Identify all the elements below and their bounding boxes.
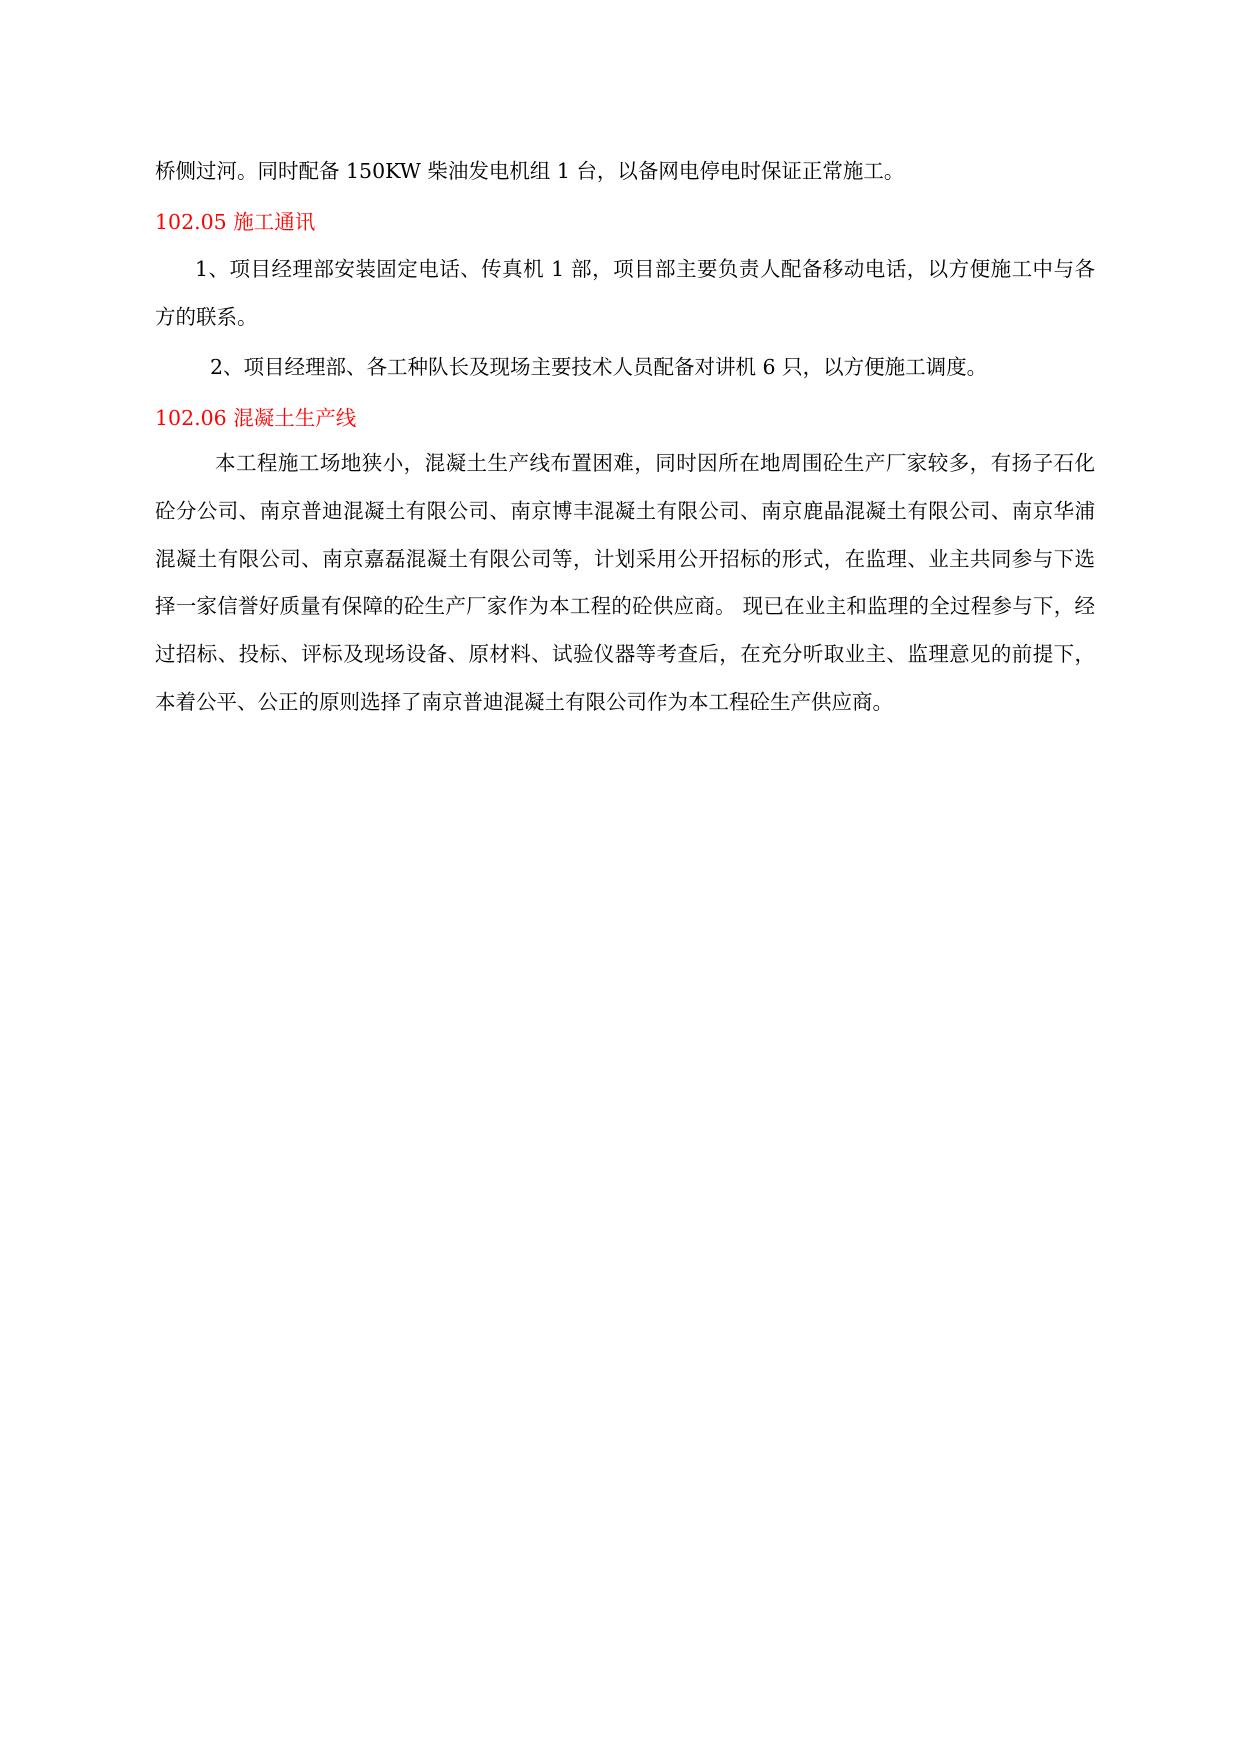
continuation-line: 桥侧过河。同时配备 150KW 柴油发电机组 1 台，以备网电停电时保证正常施工。 [155,159,905,183]
section-heading-10205: 102.05 施工通讯 [155,210,316,234]
section-10205-item-2: 2、项目经理部、各工种队长及现场主要技术人员配备对讲机 6 只，以方便施工调度。 [210,355,988,379]
section-10206-paragraph: 本工程施工场地狭小，混凝土生产线布置困难，同时因所在地周围砼生产厂家较多，有扬子石化砼分公司、南京普迪混凝土有限公司、南京博丰混凝土有限公司、南京鹿晶混凝土有限公司、南京华浦混凝土有限公司、南京嘉磊混凝土有限公司等，计划采用公开招标的形式，在监理、业主共同参与下选择一家信誉好质量有保障的砼生产厂家作为本工程的砼供应商。 现已在业主和监理的全过程参与下，经过招标、投标、评标及现场设备、原材料、试验仪器等考查后，在充分听取业主、监理意见的前提下，本着公平、公正的原则选择了南京普迪混凝土有限公司作为本工程砼生产供应商。 [155,451,1095,714]
section-heading-10206: 102.06 混凝土生产线 [155,406,357,430]
section-10205-item-1: 1、项目经理部安装固定电话、传真机 1 部，项目部主要负责人配备移动电话，以方便施工中与各方的联系。 [155,257,1095,329]
